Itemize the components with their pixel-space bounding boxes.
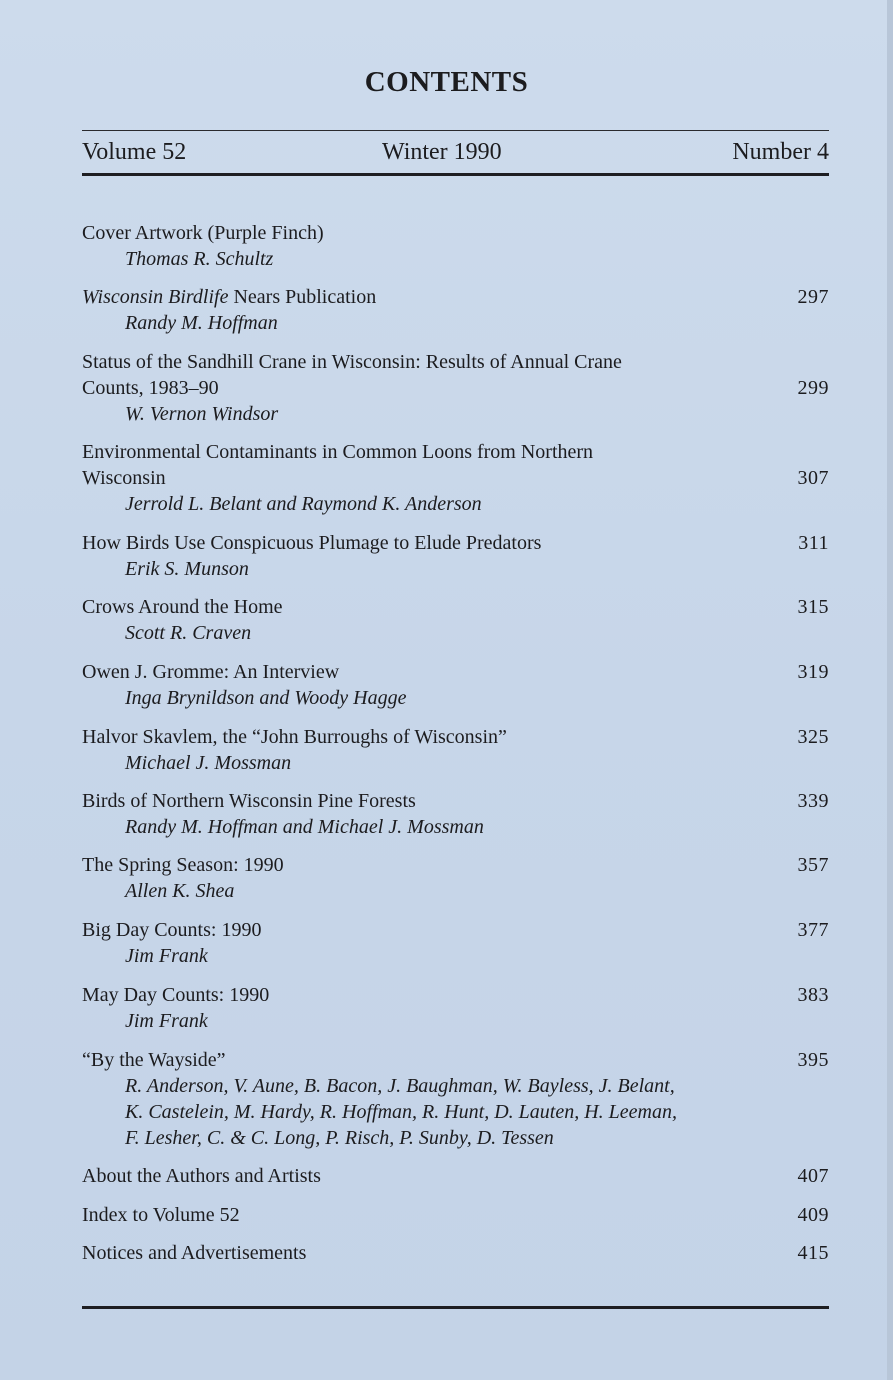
entry-page: 299 — [797, 377, 829, 399]
entry-author: Scott R. Craven — [125, 622, 252, 644]
number-label: Number 4 — [732, 139, 829, 165]
entry-title: Notices and Advertisements — [82, 1242, 307, 1264]
entry-author: Erik S. Munson — [125, 558, 249, 580]
entry-page: 311 — [798, 532, 829, 554]
entry-page: 383 — [797, 984, 829, 1006]
entry-page: 395 — [797, 1049, 829, 1071]
toc-entry-skavlem — [82, 724, 829, 776]
entry-author: Inga Brynildson and Woody Hagge — [125, 687, 407, 709]
season-label: Winter 1990 — [382, 139, 502, 165]
entry-title: May Day Counts: 1990 — [82, 984, 270, 1006]
header-rule — [82, 173, 829, 176]
entry-title: Birds of Northern Wisconsin Pine Forests — [82, 790, 416, 812]
toc-entry-big-day-counts — [82, 917, 829, 969]
toc-entry-about-authors — [82, 1163, 829, 1189]
entry-page: 319 — [797, 661, 829, 683]
entry-author-line-1: R. Anderson, V. Aune, B. Bacon, J. Baughman, W. Bayless, J. Belant, — [125, 1075, 675, 1097]
entry-author: Michael J. Mossman — [125, 752, 292, 774]
entry-page: 325 — [797, 726, 829, 748]
entry-author: W. Vernon Windsor — [125, 403, 279, 425]
issue-bar — [82, 139, 829, 171]
toc-entry-common-loons — [82, 439, 829, 517]
entry-page: 307 — [797, 467, 829, 489]
entry-title: The Spring Season: 1990 — [82, 854, 284, 876]
toc-entry-may-day-counts — [82, 982, 829, 1034]
entry-page: 315 — [797, 596, 829, 618]
top-rule — [82, 130, 829, 131]
entry-author: Jim Frank — [125, 1010, 208, 1032]
page-title: CONTENTS — [364, 66, 529, 98]
entry-title: Halvor Skavlem, the “John Burroughs of Wisconsin” — [82, 726, 507, 748]
entry-title-line-1: Environmental Contaminants in Common Loons from Northern — [82, 441, 594, 463]
entry-author-line-2: K. Castelein, M. Hardy, R. Hoffman, R. Hunt, D. Lauten, H. Leeman, — [125, 1101, 678, 1123]
entry-author: Thomas R. Schultz — [125, 248, 274, 270]
entry-title-line-2: Wisconsin — [82, 467, 166, 489]
entry-title: “By the Wayside” — [82, 1049, 226, 1071]
entry-author-line-3: F. Lesher, C. & C. Long, P. Risch, P. Sunby, D. Tessen — [125, 1127, 554, 1149]
entry-author: Jerrold L. Belant and Raymond K. Anderson — [125, 493, 482, 515]
toc-entry-pine-forests — [82, 788, 829, 840]
entry-page: 407 — [797, 1165, 829, 1187]
bottom-rule — [82, 1306, 829, 1309]
entry-author: Randy M. Hoffman — [125, 312, 278, 334]
toc-entry-spring-season — [82, 852, 829, 904]
entry-title: Index to Volume 52 — [82, 1204, 240, 1226]
entry-page: 377 — [797, 919, 829, 941]
toc-entry-conspicuous-plumage — [82, 530, 829, 582]
entry-title-rest: Nears Publication — [228, 286, 377, 308]
toc-entry-wisconsin-birdlife — [82, 284, 829, 336]
entry-author: Jim Frank — [125, 945, 208, 967]
entry-author: Allen K. Shea — [125, 880, 235, 902]
volume-label: Volume 52 — [82, 139, 187, 165]
entry-title-line-1: Status of the Sandhill Crane in Wisconsin: Results of Annual Crane — [82, 351, 622, 373]
toc-entry-index — [82, 1202, 829, 1228]
toc-entry-cover-artwork — [82, 220, 829, 272]
entry-title: How Birds Use Conspicuous Plumage to Elude Predators — [82, 532, 542, 554]
entry-page: 415 — [797, 1242, 829, 1264]
entry-page: 357 — [797, 854, 829, 876]
entry-title: Big Day Counts: 1990 — [82, 919, 262, 941]
entry-page: 409 — [797, 1204, 829, 1226]
entry-page: 339 — [797, 790, 829, 812]
toc-entry-sandhill-crane — [82, 349, 829, 427]
toc-entry-gromme-interview — [82, 659, 829, 711]
toc-entry-notices — [82, 1240, 829, 1266]
entry-title-italic: Wisconsin Birdlife — [82, 286, 229, 308]
entry-page: 297 — [797, 286, 829, 308]
entry-title — [82, 284, 742, 310]
entry-title-line-2: Counts, 1983–90 — [82, 377, 219, 399]
entry-title: Cover Artwork (Purple Finch) — [82, 222, 324, 244]
entry-author: Randy M. Hoffman and Michael J. Mossman — [125, 816, 484, 838]
entry-title: About the Authors and Artists — [82, 1165, 321, 1187]
page-edge — [887, 0, 893, 1380]
toc-entry-crows — [82, 594, 829, 646]
entry-title: Crows Around the Home — [82, 596, 283, 618]
entry-title: Owen J. Gromme: An Interview — [82, 661, 340, 683]
toc-entry-by-the-wayside — [82, 1047, 829, 1151]
